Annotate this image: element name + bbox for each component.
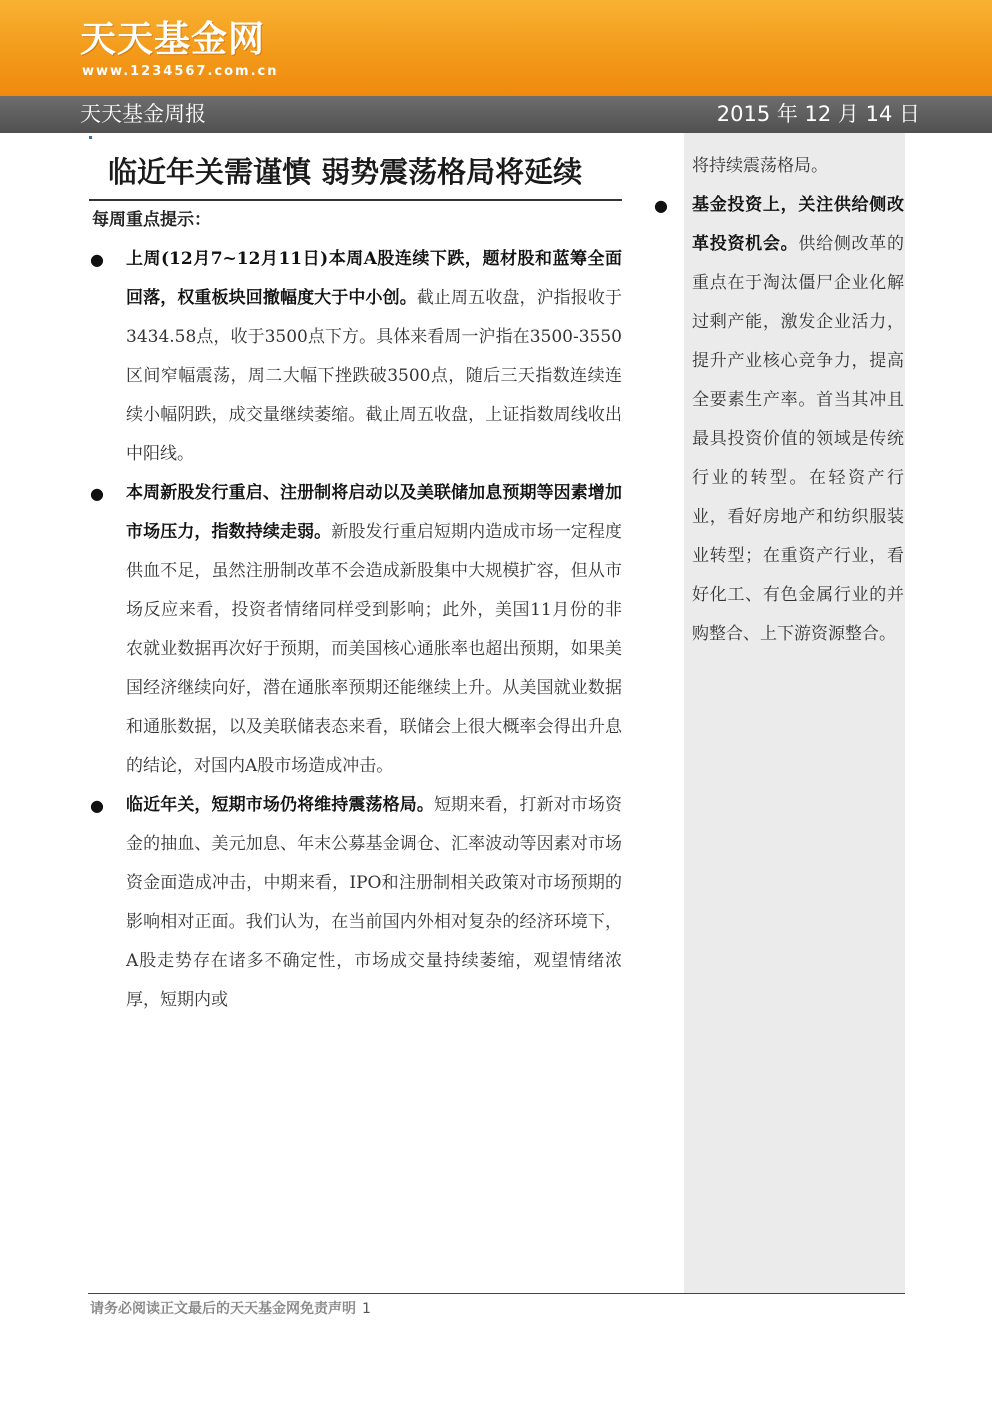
sidebar-key-point-body: 供给侧改革的重点在于淘汰僵尸企业化解过剩产能，激发企业活力，提升产业核心竞争力，提高全要素生产率。首当其冲且最具投资价值的领域是传统行业的转型。在轻资产行业，看好房地产和纺织服装业转型；在重资产行业，看好化工、有色金属行业的并购整合、上下游资源整合。 [692,234,905,644]
sidebar-continuation: 将持续震荡格局。 [692,156,828,176]
site-url: www.1234567.com.cn [82,64,279,79]
report-date: 2015 年 12 月 14 日 [716,102,920,126]
title-divider [89,199,622,201]
report-header-bar [0,96,992,133]
bullet-icon: ● [90,484,104,503]
site-logo: 天天基金网 [80,19,266,60]
key-point-lead: 本周新股发行重启、注册制将启动以及美联储加息预期等因素增加市场压力，指数持续走弱。 [126,483,622,542]
footer [90,1299,371,1319]
decorative-dot [89,136,92,139]
bullet-icon: ● [90,796,104,815]
key-point-lead: 上周(12月7~12月11日)本周A股连续下跌，题材股和蓝筹全面回落，权重板块回撤幅度大于中小创。 [126,249,622,308]
page-number: 1 [362,1301,371,1317]
key-point-body: 短期来看，打新对市场资金的抽血、美元加息、年末公募基金调仓、汇率波动等因素对市场资金面造成冲击，中期来看，IPO和注册制相关政策对市场预期的影响相对正面。我们认为，在当前国内外相对复杂的经济环境下，A股走势存在诸多不确定性，市场成交量持续萎缩，观望情绪浓厚，短期内或 [126,795,623,1010]
report-name: 天天基金周报 [80,102,206,126]
key-point-2 [90,474,622,786]
sidebar-key-point [654,186,904,654]
bullet-icon: ● [654,196,668,215]
key-point-body: 新股发行重启短期内造成市场一定程度供血不足，虽然注册制改革不会造成新股集中大规模扩容，但从市场反应来看，投资者情绪同样受到影响；此外，美国11月份的非农就业数据再次好于预期，而美国核心通胀率也超出预期，如果美国经济继续向好，潜在通胀率预期还能继续上升。从美国就业数据和通胀数据，以及美联储表态来看，联储会上很大概率会得出升息的结论，对国内A股市场造成冲击。 [126,522,623,776]
footer-divider [88,1293,905,1294]
bullet-icon: ● [90,250,104,269]
header-banner [0,0,992,96]
sidebar-key-point-lead: 基金投资上，关注供给侧改革投资机会。 [692,195,904,254]
key-point-3 [90,786,622,1020]
sidebar-content [654,147,904,654]
article-title: 临近年关需谨慎 弱势震荡格局将延续 [108,155,583,189]
key-point-lead: 临近年关，短期市场仍将维持震荡格局。 [126,795,434,815]
key-points-list [90,240,622,1020]
section-heading: 每周重点提示： [92,210,211,230]
key-point-body: 截止周五收盘，沪指报收于3434.58点，收于3500点下方。具体来看周一沪指在3500-3550区间窄幅震荡，周二大幅下挫跌破3500点，随后三天指数连续连续小幅阴跌，成交量继续萎缩。截止周五收盘，上证指数周线收出中阳线。 [126,288,623,464]
footer-disclaimer: 请务必阅读正文最后的天天基金网免责声明 [90,1301,356,1317]
key-point-1 [90,240,622,474]
